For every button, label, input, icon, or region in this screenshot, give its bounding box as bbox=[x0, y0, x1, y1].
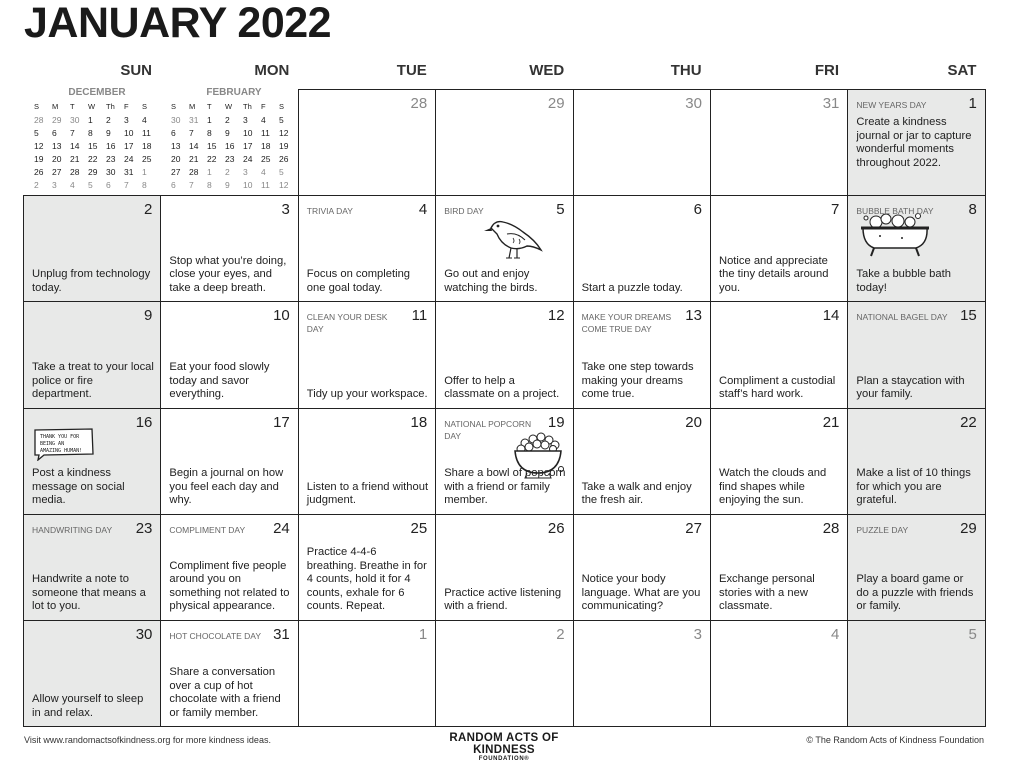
day-cell bbox=[435, 620, 573, 727]
holiday-label: COMPLIMENT DAY bbox=[169, 524, 246, 535]
day-number: 29 bbox=[547, 95, 565, 112]
kindness-activity-text: Watch the clouds and find shapes while enjoying the sun. bbox=[719, 467, 827, 507]
kindness-activity-text: Take a bubble bath today! bbox=[856, 268, 951, 294]
mini-day: 26 bbox=[279, 153, 289, 164]
mini-day: 4 bbox=[261, 114, 266, 125]
mini-day: 28 bbox=[34, 114, 44, 125]
holiday-label: PUZZLE DAY bbox=[856, 524, 909, 535]
mini-day: 8 bbox=[207, 179, 212, 190]
logo-line-1: RANDOM ACTS OF KINDNESS bbox=[449, 732, 559, 756]
day-number: 9 bbox=[144, 307, 153, 325]
day-number: 15 bbox=[960, 307, 977, 325]
day-cell bbox=[710, 620, 848, 727]
day-cell bbox=[435, 514, 573, 621]
mini-weekday-label: F bbox=[124, 102, 129, 111]
day-number: 14 bbox=[822, 307, 840, 325]
note-illustration-text-1: THANK YOU FOR bbox=[40, 433, 80, 440]
mini-weekday-label: S bbox=[171, 102, 177, 111]
day-number: 4 bbox=[831, 626, 840, 643]
day-number: 4 bbox=[418, 201, 428, 219]
mini-day: 2 bbox=[225, 166, 230, 177]
day-cell bbox=[298, 301, 436, 408]
mini-day: 6 bbox=[52, 127, 57, 138]
day-cell bbox=[847, 301, 985, 408]
mini-day: 25 bbox=[261, 153, 271, 164]
day-cell bbox=[23, 620, 161, 727]
mini-day: 15 bbox=[88, 140, 98, 151]
day-cell bbox=[23, 301, 161, 408]
mini-day: 5 bbox=[34, 127, 39, 138]
mini-weekday-label: Th bbox=[106, 102, 115, 111]
kindness-activity-text: Create a kindness journal or jar to capture wonderful moments throughout 2022. bbox=[856, 116, 972, 169]
mini-day: 30 bbox=[171, 114, 181, 125]
mini-day: 13 bbox=[52, 140, 62, 151]
day-number: 6 bbox=[693, 201, 702, 219]
day-number: 25 bbox=[410, 519, 428, 537]
day-name-fri: FRI bbox=[814, 62, 839, 79]
mini-day: 7 bbox=[189, 127, 194, 138]
kindness-activity-text: Listen to a friend without judgment. bbox=[306, 480, 429, 507]
day-cell bbox=[23, 195, 161, 302]
mini-day: 9 bbox=[106, 127, 111, 138]
mini-day: 4 bbox=[70, 179, 75, 190]
mini-weekday-label: S bbox=[34, 102, 40, 111]
mini-day: 20 bbox=[171, 153, 181, 164]
day-number: 31 bbox=[273, 626, 290, 643]
day-number: 28 bbox=[822, 519, 840, 537]
holiday-label: HOT CHOCOLATE DAY bbox=[169, 631, 262, 641]
mini-day: 6 bbox=[106, 179, 111, 190]
mini-day: 8 bbox=[207, 127, 212, 138]
mini-day: 24 bbox=[124, 153, 134, 164]
day-cell bbox=[160, 195, 298, 302]
mini-weekday-label: T bbox=[70, 102, 75, 111]
mini-day: 31 bbox=[189, 114, 199, 125]
mini-day: 3 bbox=[52, 179, 57, 190]
day-number: 10 bbox=[273, 307, 290, 325]
day-number: 3 bbox=[693, 626, 702, 643]
holiday-label: NEW YEARS DAY bbox=[856, 100, 927, 110]
thank-you-note-illustration bbox=[32, 427, 96, 466]
day-number: 27 bbox=[685, 519, 702, 537]
foundation-logo bbox=[431, 732, 577, 762]
kindness-activity-text: Practice 4-4-6 breathing. Breathe in for 4 counts, hold it for 4 counts, exhale for 6 counts. Repeat. bbox=[306, 546, 427, 613]
holiday-label: NATIONAL POPCORN DAY bbox=[444, 418, 532, 441]
day-number: 2 bbox=[144, 201, 153, 219]
day-number: 30 bbox=[135, 626, 153, 643]
mini-day: 31 bbox=[124, 166, 134, 177]
mini-day: 29 bbox=[52, 114, 62, 125]
mini-day: 28 bbox=[70, 166, 80, 177]
mini-day: 4 bbox=[142, 114, 147, 125]
mini-day: 2 bbox=[34, 179, 39, 190]
kindness-activity-text: Take a treat to your local police or fire department. bbox=[32, 361, 154, 401]
day-cell bbox=[23, 408, 161, 515]
mini-day: 28 bbox=[189, 166, 199, 177]
mini-day: 3 bbox=[243, 166, 248, 177]
mini-day: 11 bbox=[142, 127, 151, 138]
kindness-activity-text: Share a conversation over a cup of hot chocolate with a friend or family member. bbox=[169, 666, 281, 719]
day-cell bbox=[435, 195, 573, 302]
day-cell bbox=[298, 514, 436, 621]
mini-day: 3 bbox=[124, 114, 129, 125]
mini-day: 10 bbox=[124, 127, 134, 138]
mini-day: 12 bbox=[34, 140, 44, 151]
mini-calendar-title: DECEMBER bbox=[68, 87, 126, 98]
mini-day: 30 bbox=[70, 114, 80, 125]
mini-weekday-label: T bbox=[207, 102, 212, 111]
day-number: 19 bbox=[547, 413, 565, 431]
mini-day: 11 bbox=[261, 179, 270, 190]
day-cell bbox=[847, 89, 985, 196]
day-number: 2 bbox=[556, 626, 565, 643]
kindness-activity-text: Take a walk and enjoy the fresh air. bbox=[581, 480, 692, 507]
kindness-activity-text: Tidy up your workspace. bbox=[306, 388, 428, 401]
day-number: 17 bbox=[273, 413, 290, 431]
mini-day: 7 bbox=[124, 179, 129, 190]
day-number: 8 bbox=[968, 201, 977, 219]
day-number: 29 bbox=[960, 519, 977, 537]
kindness-activity-text: Handwrite a note to someone that means a lot to you. bbox=[32, 573, 146, 613]
day-cell bbox=[847, 620, 985, 727]
mini-day: 25 bbox=[142, 153, 152, 164]
mini-day: 13 bbox=[171, 140, 181, 151]
kindness-activity-text: Compliment a custodial staff’s hard work. bbox=[719, 374, 836, 401]
mini-day: 7 bbox=[189, 179, 194, 190]
day-number: 22 bbox=[960, 413, 977, 431]
kindness-activity-text: Exchange personal stories with a new classmate. bbox=[719, 573, 815, 613]
day-cell bbox=[573, 89, 711, 196]
kindness-activity-text: Eat your food slowly today and savor everything. bbox=[169, 361, 270, 401]
kindness-activity-text: Start a puzzle today. bbox=[581, 281, 683, 294]
day-number: 7 bbox=[831, 201, 840, 219]
day-cell bbox=[710, 514, 848, 621]
mini-day: 1 bbox=[207, 114, 212, 125]
day-cell bbox=[160, 408, 298, 515]
mini-day: 17 bbox=[124, 140, 134, 151]
mini-day: 3 bbox=[243, 114, 248, 125]
day-cell bbox=[298, 195, 436, 302]
mini-day: 19 bbox=[279, 140, 289, 151]
mini-day: 6 bbox=[171, 179, 176, 190]
mini-weekday-label: M bbox=[189, 102, 196, 111]
mini-day: 10 bbox=[243, 179, 253, 190]
kindness-activity-text: Play a board game or do a puzzle with friends or family. bbox=[856, 573, 974, 613]
day-cell bbox=[23, 514, 161, 621]
mini-day: 22 bbox=[88, 153, 98, 164]
kindness-activity-text: Allow yourself to sleep in and relax. bbox=[32, 693, 144, 719]
mini-day: 9 bbox=[225, 179, 230, 190]
mini-day: 26 bbox=[34, 166, 44, 177]
mini-day: 27 bbox=[52, 166, 62, 177]
kindness-activity-text: Focus on completing one goal today. bbox=[306, 268, 411, 294]
mini-day: 5 bbox=[279, 114, 284, 125]
day-cell bbox=[847, 408, 985, 515]
mini-day: 30 bbox=[106, 166, 116, 177]
day-cell bbox=[298, 620, 436, 727]
day-cell bbox=[710, 89, 848, 196]
day-cell bbox=[710, 408, 848, 515]
mini-weekday-label: S bbox=[142, 102, 148, 111]
day-number: 11 bbox=[411, 307, 428, 325]
mini-day: 27 bbox=[171, 166, 181, 177]
mini-day: 21 bbox=[189, 153, 199, 164]
day-number: 24 bbox=[273, 519, 290, 537]
mini-day: 23 bbox=[225, 153, 235, 164]
mini-day: 1 bbox=[88, 114, 93, 125]
mini-day: 11 bbox=[261, 127, 270, 138]
kindness-activity-text: Compliment five people around you on something not related to physical appearance. bbox=[169, 559, 290, 613]
day-number: 20 bbox=[685, 413, 702, 431]
mini-weekday-label: F bbox=[261, 102, 266, 111]
mini-day: 17 bbox=[243, 140, 253, 151]
holiday-label: BIRD DAY bbox=[444, 206, 484, 217]
day-number: 21 bbox=[822, 413, 840, 431]
mini-day: 20 bbox=[52, 153, 62, 164]
day-number: 31 bbox=[822, 95, 840, 112]
day-name-thu: THU bbox=[670, 62, 702, 79]
mini-day: 1 bbox=[207, 166, 212, 177]
mini-day: 9 bbox=[225, 127, 230, 138]
day-number: 3 bbox=[281, 201, 290, 219]
mini-day: 19 bbox=[34, 153, 44, 164]
mini-day: 4 bbox=[261, 166, 266, 177]
mini-day: 12 bbox=[279, 179, 289, 190]
mini-weekday-label: W bbox=[225, 102, 233, 111]
day-number: 5 bbox=[968, 626, 977, 643]
kindness-activity-text: Stop what you’re doing, close your eyes, and take a deep breath. bbox=[169, 254, 287, 294]
logo-line-2: FOUNDATION® bbox=[478, 756, 530, 762]
mini-day: 8 bbox=[88, 127, 93, 138]
mini-day: 1 bbox=[142, 166, 147, 177]
mini-day: 12 bbox=[279, 127, 289, 138]
mini-day: 15 bbox=[207, 140, 217, 151]
day-name-sun: SUN bbox=[120, 62, 152, 79]
kindness-activity-text: Offer to help a classmate on a project. bbox=[444, 374, 560, 401]
mini-day: 2 bbox=[106, 114, 111, 125]
day-cell bbox=[435, 301, 573, 408]
mini-day: 23 bbox=[106, 153, 116, 164]
day-name-wed: WED bbox=[529, 62, 565, 79]
day-cell bbox=[710, 195, 848, 302]
day-number: 28 bbox=[410, 95, 428, 112]
mini-calendar-december bbox=[34, 87, 160, 191]
mini-day: 7 bbox=[70, 127, 75, 138]
day-number: 5 bbox=[556, 201, 565, 219]
day-cell bbox=[847, 514, 985, 621]
day-number: 30 bbox=[685, 95, 702, 112]
mini-calendar-february bbox=[171, 87, 297, 191]
mini-weekday-label: M bbox=[52, 102, 59, 111]
mini-day: 2 bbox=[225, 114, 230, 125]
mini-day: 5 bbox=[88, 179, 93, 190]
day-number: 16 bbox=[135, 413, 153, 431]
mini-day: 22 bbox=[207, 153, 217, 164]
mini-day: 18 bbox=[142, 140, 152, 151]
page-title: JANUARY 2022 bbox=[24, 0, 332, 47]
day-cell bbox=[435, 89, 573, 196]
day-name-sat: SAT bbox=[947, 62, 977, 79]
mini-day: 10 bbox=[243, 127, 253, 138]
day-number: 12 bbox=[547, 307, 565, 325]
kindness-activity-text: Begin a journal on how you feel each day and why. bbox=[169, 467, 284, 507]
day-cell bbox=[710, 301, 848, 408]
kindness-activity-text: Notice and appreciate the tiny details around you. bbox=[719, 254, 829, 294]
kindness-activity-text: Notice your body language. What are you communicating? bbox=[581, 573, 701, 613]
day-cell bbox=[573, 620, 711, 727]
mini-day: 21 bbox=[70, 153, 80, 164]
kindness-activity-text: Make a list of 10 things for which you are grateful. bbox=[856, 467, 971, 507]
mini-day: 6 bbox=[171, 127, 176, 138]
note-illustration-text-3: AMAZING HUMAN! bbox=[40, 447, 83, 454]
day-number: 26 bbox=[547, 519, 565, 537]
day-number: 1 bbox=[418, 626, 428, 643]
day-cell bbox=[435, 408, 573, 515]
day-number: 23 bbox=[135, 519, 153, 537]
mini-day: 8 bbox=[142, 179, 147, 190]
kindness-activity-text: Unplug from technology today. bbox=[32, 268, 151, 294]
kindness-activity-text: Take one step towards making your dreams come true. bbox=[581, 361, 694, 401]
day-number: 1 bbox=[968, 95, 977, 112]
mini-day: 16 bbox=[106, 140, 116, 151]
mini-day: 18 bbox=[261, 140, 271, 151]
mini-day: 14 bbox=[189, 140, 199, 151]
day-number: 13 bbox=[685, 307, 702, 325]
kindness-activity-text: Post a kindness message on social media. bbox=[32, 467, 125, 507]
mini-day: 24 bbox=[243, 153, 253, 164]
kindness-activity-text: Plan a staycation with your family. bbox=[856, 374, 965, 401]
holiday-label: NATIONAL BAGEL DAY bbox=[856, 312, 948, 323]
holiday-label: MAKE YOUR DREAMS COME TRUE DAY bbox=[581, 312, 672, 335]
day-cell bbox=[573, 195, 711, 302]
day-cell bbox=[160, 514, 298, 621]
day-cell bbox=[298, 89, 436, 196]
holiday-label: CLEAN YOUR DESK DAY bbox=[306, 312, 388, 335]
note-illustration-text-2: BEING AN bbox=[40, 440, 65, 447]
day-name-tue: TUE bbox=[396, 62, 427, 79]
mini-day: 29 bbox=[88, 166, 98, 177]
day-name-mon: MON bbox=[254, 62, 290, 79]
holiday-label: HANDWRITING DAY bbox=[32, 524, 113, 535]
mini-weekday-label: W bbox=[88, 102, 96, 111]
mini-day: 16 bbox=[225, 140, 235, 151]
day-number: 18 bbox=[410, 413, 428, 431]
footer-website-text: Visit www.randomactsofkindness.org for more kindness ideas. bbox=[24, 735, 271, 745]
mini-weekday-label: S bbox=[279, 102, 285, 111]
kindness-activity-text: Go out and enjoy watching the birds. bbox=[444, 268, 538, 294]
mini-weekday-label: Th bbox=[243, 102, 252, 111]
kindness-activity-text: Practice active listening with a friend. bbox=[444, 586, 562, 613]
day-cell bbox=[847, 195, 985, 302]
day-cell bbox=[160, 620, 298, 727]
holiday-label: TRIVIA DAY bbox=[306, 206, 353, 217]
holiday-label: BUBBLE BATH DAY bbox=[856, 206, 934, 217]
kindness-activity-text: Share a bowl of popcorn with a friend or family member. bbox=[444, 467, 566, 507]
bathtub-illustration bbox=[858, 210, 932, 265]
day-cell bbox=[573, 408, 711, 515]
day-cell bbox=[573, 301, 711, 408]
mini-day: 14 bbox=[70, 140, 80, 151]
day-cell bbox=[160, 301, 298, 408]
day-cell bbox=[298, 408, 436, 515]
mini-day: 5 bbox=[279, 166, 284, 177]
mini-calendar-title: FEBRUARY bbox=[206, 87, 262, 98]
footer-copyright: © The Random Acts of Kindness Foundation bbox=[806, 735, 984, 745]
day-cell bbox=[573, 514, 711, 621]
